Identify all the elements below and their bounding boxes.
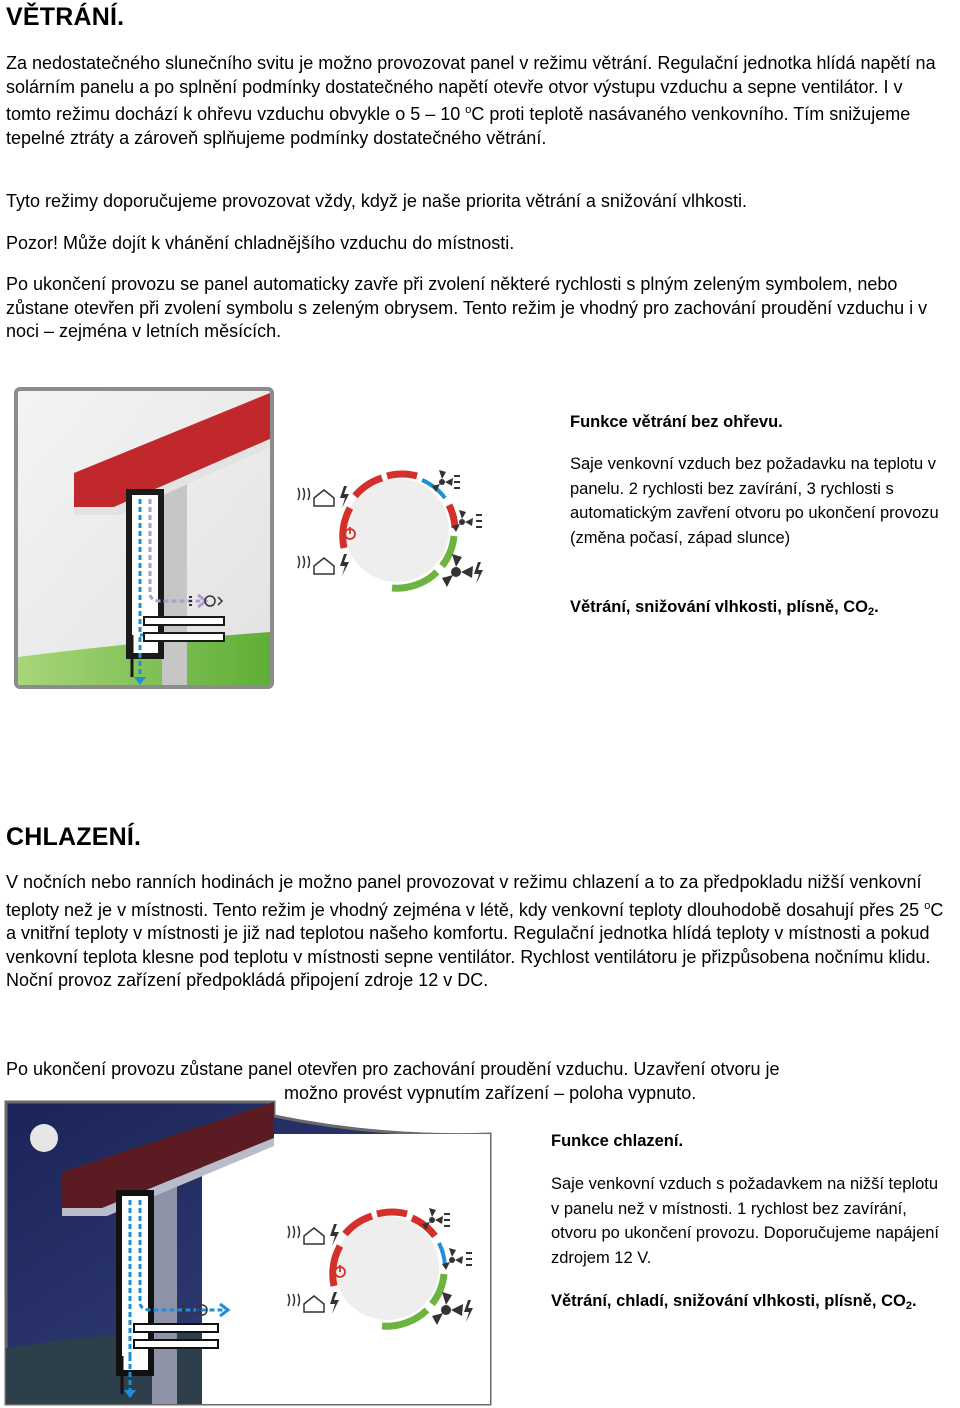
vetrani-side-footer: Větrání, snižování vlhkosti, plísně, $CO_2$.	[570, 598, 879, 618]
house-heater-icon	[298, 488, 334, 574]
moon-icon	[30, 1124, 58, 1152]
chlazeni-paragraph-1: V nočních nebo ranních hodinách je možno panel provozovat v režimu chlazení a to za předpokladu nižší venkovní teploty než je v místnosti. Tento režim je vhodný zejména v létě, kdy venkovní teploty dlouhodobě dosahují přes 25 $^o$C a vnitřní teploty v místnosti je již nad teplotou našeho komfortu. Regulační jednotka hlídá teploty v místnosti a pokud venkovní teplota klesne pod teplotu v místnosti sepne ventilátor. Rychlost ventilátoru je přizpůsobena nočnímu klidu. Noční provoz zařízení předpokládá připojení zdroje 12 v DC.	[6, 872, 944, 990]
speed-dial-cooling	[282, 1206, 492, 1336]
ventilation-illustration	[14, 387, 284, 697]
vetrani-side-title: Funkce větrání bez ohřevu.	[570, 413, 783, 431]
chlazeni-side-title: Funkce chlazení.	[551, 1132, 684, 1150]
chlazeni-side-footer: Větrání, chladí, snižování vlhkosti, plísně, $CO_2$.	[551, 1292, 917, 1312]
chlazeni-paragraph-2: Po ukončení provozu zůstane panel otevřen pro zachování proudění vzduchu. Uzavření otvoru je možno provést vypnutím zařízení – poloha vypnuto.	[6, 1059, 780, 1103]
vetrani-paragraph-4: Po ukončení provozu se panel automaticky zavře při zvolení některé rychlosti s plným zeleným symbolem, nebo zůstane otevřen při zvolení symbolu s zeleným obrysem. Tento režim je vhodný pro zachování proudění vzduchu i v noci – zejména v letních měsících.	[6, 274, 928, 341]
vetrani-paragraph-1: Za nedostatečného slunečního svitu je možno provozovat panel v režimu větrání. Regulační jednotka hlídá napětí na solárním panelu a po splnění podmínky dostatečného napětí otevře otvor výstupu vzduchu a sepne ventilátor. I v tomto režimu dochází k ohřevu vzduchu obvykle o 5 – 10 $^o$C proti teplotě nasávaného venkovního. Tím snižujeme tepelné ztráty a zároveň splňujeme podmínky dostatečného větrání.	[6, 53, 936, 148]
house-wall	[152, 1168, 177, 1404]
speed-dial	[292, 468, 502, 598]
heading-chlazeni: CHLAZENÍ.	[6, 823, 142, 851]
vetrani-side-text: Saje venkovní vzduch bez požadavku na teplotu v panelu. 2 rychlosti bez zavírání, 3 rychlosti s automatickým zavření otvoru po ukončení provozu (změna počasí, západ slunce)	[570, 455, 939, 547]
vetrani-paragraph-2: Tyto režimy doporučujeme provozovat vždy, když je naše priorita větrání a snižování vlhkosti.	[6, 191, 747, 211]
chlazeni-side-text: Saje venkovní vzduch s požadavkem na nižší teplotu v panelu než v místnosti. 1 rychlost bez zavírání, otvoru po ukončení provozu. Doporučujeme napájení zdrojem 12 V.	[551, 1175, 939, 1267]
house-wall	[162, 467, 187, 685]
vetrani-warning: Pozor! Může dojít k vhánění chladnějšího vzduchu do místnosti.	[6, 233, 515, 253]
house-heater-icon	[288, 1226, 324, 1312]
heading-vetrani: VĚTRÁNÍ.	[6, 3, 125, 31]
